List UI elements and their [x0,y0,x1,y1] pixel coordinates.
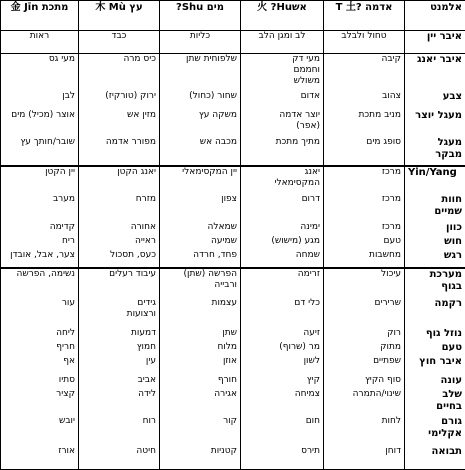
table-cell: אגירה [160,389,241,417]
header-wood: עץ 木 Mù [79,1,160,31]
table-cell: שמאלה [160,222,241,236]
table-cell: יין הקטן [1,166,79,195]
table-row [1,298,465,328]
table-cell [324,44,405,53]
table-cell: דרום [241,194,324,222]
table-cell: שמיעה [160,236,241,250]
table-cell: קציר [1,389,79,417]
table-cell: סופג מים [324,137,405,166]
table-cell: צפון [160,194,241,222]
table-cell: עיבוד רעלים [79,268,160,299]
table-cell: זיעה [241,328,324,342]
table-cell: מניב מתכת [324,110,405,138]
table-cell: אורז [1,446,79,470]
table-cell: אוזן [160,356,241,374]
table-row [1,250,465,267]
row-label-cardinal-directions: חוות שמיים [405,194,465,222]
row-label-season: עונה [405,375,465,389]
table-cell: קיבה [324,54,405,92]
row-label-climate-factor: גורם אקלימי [405,416,465,446]
table-cell: כעס, תסכול [79,250,160,267]
table-cell: ריח [1,236,79,250]
table-cell: מגע (מישוש) [241,236,324,250]
table-cell: מערב [1,194,79,222]
table-cell: ראייה [79,236,160,250]
table-cell: שמחה [241,250,324,267]
table-cell: שחור (כחול) [160,91,241,109]
table-cell: מר (שרוף) [241,342,324,356]
table-row [1,91,465,109]
table-row [1,342,465,356]
table-cell: אחורה [79,222,160,236]
table-cell: סוף הקיץ [324,375,405,389]
table-cell: צהוב [324,91,405,109]
table-cell: צער, אבל, אובדן [1,250,79,267]
table-cell: שלפוחית שתן [160,54,241,92]
row-label-grain: תבואה [405,446,465,470]
table-cell: יאנג הקטן [79,166,160,195]
row-label-tissue: רקמה [405,298,465,328]
header-fire: אש火 ?Hu [241,1,324,31]
table-cell: כיס מרה [79,54,160,92]
table-cell: עצמות [160,298,241,328]
table-cell [241,44,324,53]
table-cell: ימינה [241,222,324,236]
table-cell: ליחה [1,328,79,342]
row-label-external-organ: איבר חוץ [405,356,465,374]
table-cell: מתוק [324,342,405,356]
table-cell: מכבה אש [160,137,241,166]
table-row [1,446,465,470]
table-cell: חורף [160,375,241,389]
table-cell: לחות [324,416,405,446]
row-label-yin-yang: Yin/Yang [405,166,465,195]
table-cell: טעם [324,236,405,250]
table-cell: מרכז [324,222,405,236]
table-cell: מזין אש [79,110,160,138]
table-row [1,268,465,299]
table-row [1,110,465,138]
header-element: אלמנט [405,1,465,31]
table-cell: כלי דם [241,298,324,328]
table-cell: כבד [79,30,160,44]
table-cell: גידים ורצועות [79,298,160,328]
table-cell: אף [1,356,79,374]
table-cell [160,44,241,53]
table-row [1,222,465,236]
row-label-life-stage: שלב בחיים [405,389,465,417]
table-cell: סתיו [1,375,79,389]
table-cell: תירס [241,446,324,470]
table-row [1,30,465,44]
header-metal: מתכת 金 Jīn [1,1,79,31]
table-cell: קיץ [241,375,324,389]
table-cell: ירוק (טורקיז) [79,91,160,109]
table-cell: זרימה [241,268,324,299]
row-label-sense: חוש [405,236,465,250]
table-cell: חיטה [79,446,160,470]
table-cell: לידה [79,389,160,417]
table-cell: לבן [1,91,79,109]
table-cell: עין [79,356,160,374]
table-row [1,137,465,166]
table-cell: נשימה, הפרשה [1,268,79,299]
table-cell: דוחן [324,446,405,470]
table-cell: דמעות [79,328,160,342]
table-row [1,375,465,389]
table-row [1,416,465,446]
table-cell: יאנג המקסימאלי [241,166,324,195]
table-cell: קטניות [160,446,241,470]
row-label-yang-organ: איבר יאנג [405,54,465,92]
table-cell: שפתיים [324,356,405,374]
table-cell: צמיחה [241,389,324,417]
table-cell: שתן [160,328,241,342]
table-cell: חריף [1,342,79,356]
table-cell: קור [160,416,241,446]
table-cell: כליות [160,30,241,44]
table-cell: שובר/חותך עץ [1,137,79,166]
table-cell: מזרח [79,194,160,222]
header-water: מים Shu? [160,1,241,31]
table-row [1,328,465,342]
table-row [1,44,465,53]
table-cell: אביב [79,375,160,389]
table-cell: טחול ולבלב [324,30,405,44]
table-cell [1,44,79,53]
row-label-direction: כוון [405,222,465,236]
row-label-body-system: מערכת בגוף [405,268,465,299]
table-cell: הפרשה (שתן) ורבייה [160,268,241,299]
table-cell: לב ומגן הלב [241,30,324,44]
table-cell: יוצר אדמה (אפר) [241,110,324,138]
table-cell: מפורר אדמה [79,137,160,166]
table-cell: מחשבות [324,250,405,267]
row-label-emotion: רגש [405,250,465,267]
table-cell: אדום [241,91,324,109]
row-label-generating-cycle: מעגל יוצר [405,110,465,138]
table-cell: ראות [1,30,79,44]
table-cell: רוק [324,328,405,342]
table-cell: משקה עץ [160,110,241,138]
table-row [1,166,465,195]
table-cell: רוח [79,416,160,446]
table-row [1,194,465,222]
table-row [1,389,465,417]
table-cell: מרכז [324,166,405,195]
table-cell: שינוי/התמרה [324,389,405,417]
table-cell: חום [241,416,324,446]
row-label-body-fluid: נוזל גוף [405,328,465,342]
table-cell: מתיך מתכת [241,137,324,166]
table-row [1,356,465,374]
row-label-taste: טעם [405,342,465,356]
table-row [1,54,465,92]
table-cell: עור [1,298,79,328]
table-cell: מעי גס [1,54,79,92]
table-cell: יובש [1,416,79,446]
table-cell: מרכז [324,194,405,222]
row-label-yin-organ: איבר יין [405,30,465,53]
table-cell: מעי דק וחממם משולש [241,54,324,92]
table-cell: עיכול [324,268,405,299]
table-cell: יין המקסימאלי [160,166,241,195]
row-label-controlling-cycle: מעגל מבקר [405,137,465,166]
table-cell: שרירים [324,298,405,328]
table-cell: פחד, חרדה [160,250,241,267]
table-row [1,236,465,250]
table-cell: מלוח [160,342,241,356]
table-cell: אוצר (מכיל) מים [1,110,79,138]
table-cell: לשון [241,356,324,374]
table-cell: חמוץ [79,342,160,356]
table-cell [79,44,160,53]
table-cell: קדימה [1,222,79,236]
header-earth: אדמה ?T 土 [324,1,405,31]
row-label-color: צבע [405,91,465,109]
header-row [1,1,465,31]
